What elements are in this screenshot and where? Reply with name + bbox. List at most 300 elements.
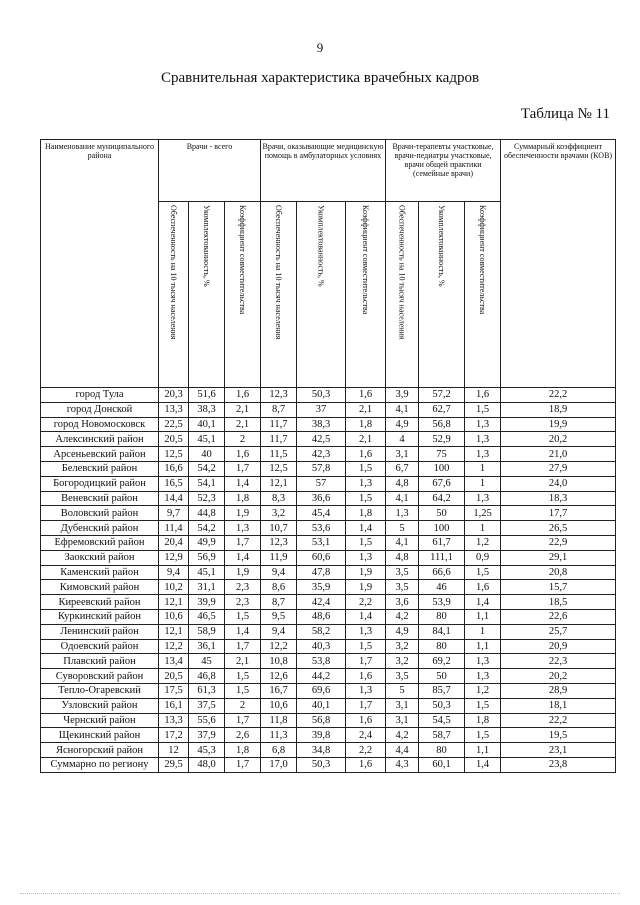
- value-cell: 1,8: [346, 417, 386, 432]
- district-name-cell: Тепло-Огаревский: [41, 683, 159, 698]
- value-cell: 22,3: [501, 654, 616, 669]
- value-cell: 53,1: [297, 535, 346, 550]
- value-cell: 11,8: [261, 713, 297, 728]
- value-cell: 1,3: [465, 491, 501, 506]
- value-cell: 6,8: [261, 743, 297, 758]
- value-cell: 1,5: [225, 669, 261, 684]
- table-row: [41, 683, 616, 698]
- value-cell: 1,6: [225, 388, 261, 403]
- value-cell: 54,1: [189, 476, 225, 491]
- value-cell: 2,4: [346, 728, 386, 743]
- value-cell: 2,1: [225, 417, 261, 432]
- district-name-cell: Одоевский район: [41, 639, 159, 654]
- value-cell: 100: [419, 521, 465, 536]
- value-cell: 1,8: [346, 506, 386, 521]
- value-cell: 29,1: [501, 550, 616, 565]
- value-cell: 16,1: [159, 698, 189, 713]
- value-cell: 20,8: [501, 565, 616, 580]
- district-name-cell: Куркинский район: [41, 609, 159, 624]
- value-cell: 1,3: [346, 624, 386, 639]
- table-row: [41, 491, 616, 506]
- value-cell: 12,9: [159, 550, 189, 565]
- value-cell: 12,2: [261, 639, 297, 654]
- value-cell: 48,6: [297, 609, 346, 624]
- value-cell: 56,8: [419, 417, 465, 432]
- value-cell: 111,1: [419, 550, 465, 565]
- value-cell: 16,5: [159, 476, 189, 491]
- value-cell: 9,4: [261, 565, 297, 580]
- value-cell: 1,7: [225, 461, 261, 476]
- value-cell: 10,8: [261, 654, 297, 669]
- value-cell: 60,6: [297, 550, 346, 565]
- table-row: [41, 713, 616, 728]
- value-cell: 1,3: [465, 417, 501, 432]
- value-cell: 4,9: [386, 417, 419, 432]
- header-all-staffing: Укомплектованность, %: [189, 202, 225, 388]
- value-cell: 9,4: [261, 624, 297, 639]
- value-cell: 3,1: [386, 447, 419, 462]
- value-cell: 18,1: [501, 698, 616, 713]
- value-cell: 3,5: [386, 669, 419, 684]
- value-cell: 18,5: [501, 595, 616, 610]
- district-name-cell: Киреевский район: [41, 595, 159, 610]
- value-cell: 1,7: [225, 535, 261, 550]
- value-cell: 9,5: [261, 609, 297, 624]
- value-cell: 13,4: [159, 654, 189, 669]
- header-ther-staffing: Укомплектованность, %: [419, 202, 465, 388]
- header-ther-supply: Обеспеченность на 10 тысяч населения: [386, 202, 419, 388]
- value-cell: 8,7: [261, 595, 297, 610]
- value-cell: 2,1: [346, 402, 386, 417]
- value-cell: 1,6: [346, 757, 386, 772]
- value-cell: 69,2: [419, 654, 465, 669]
- district-name-cell: Узловский район: [41, 698, 159, 713]
- value-cell: 1,5: [465, 402, 501, 417]
- value-cell: 1,3: [346, 683, 386, 698]
- value-cell: 1,5: [346, 461, 386, 476]
- table-row: [41, 698, 616, 713]
- value-cell: 1,4: [346, 521, 386, 536]
- value-cell: 3,2: [386, 654, 419, 669]
- value-cell: 1,7: [225, 639, 261, 654]
- table-row: [41, 388, 616, 403]
- value-cell: 19,9: [501, 417, 616, 432]
- table-body: [41, 388, 616, 773]
- district-name-cell: Алексинский район: [41, 432, 159, 447]
- value-cell: 1,3: [346, 476, 386, 491]
- value-cell: 2,1: [225, 402, 261, 417]
- value-cell: 44,8: [189, 506, 225, 521]
- value-cell: 12: [159, 743, 189, 758]
- table-row: [41, 757, 616, 772]
- value-cell: 3,9: [386, 388, 419, 403]
- value-cell: 20,5: [159, 432, 189, 447]
- district-name-cell: Ефремовский район: [41, 535, 159, 550]
- value-cell: 1,9: [225, 506, 261, 521]
- value-cell: 1,4: [225, 550, 261, 565]
- value-cell: 2: [225, 698, 261, 713]
- value-cell: 3,5: [386, 565, 419, 580]
- value-cell: 1: [465, 624, 501, 639]
- value-cell: 45,3: [189, 743, 225, 758]
- value-cell: 20,2: [501, 432, 616, 447]
- value-cell: 57: [297, 476, 346, 491]
- value-cell: 1,6: [346, 713, 386, 728]
- value-cell: 42,4: [297, 595, 346, 610]
- value-cell: 20,4: [159, 535, 189, 550]
- header-amb-supply: Обеспеченность на 10 тысяч населения: [261, 202, 297, 388]
- table-row: [41, 521, 616, 536]
- value-cell: 11,7: [261, 417, 297, 432]
- value-cell: 1,5: [465, 698, 501, 713]
- value-cell: 22,5: [159, 417, 189, 432]
- value-cell: 49,9: [189, 535, 225, 550]
- value-cell: 40: [189, 447, 225, 462]
- value-cell: 51,6: [189, 388, 225, 403]
- value-cell: 1,6: [465, 580, 501, 595]
- value-cell: 1,5: [346, 535, 386, 550]
- value-cell: 19,5: [501, 728, 616, 743]
- value-cell: 31,1: [189, 580, 225, 595]
- table-row: [41, 654, 616, 669]
- value-cell: 39,9: [189, 595, 225, 610]
- value-cell: 28,9: [501, 683, 616, 698]
- value-cell: 10,2: [159, 580, 189, 595]
- value-cell: 36,6: [297, 491, 346, 506]
- value-cell: 1,8: [225, 491, 261, 506]
- value-cell: 61,7: [419, 535, 465, 550]
- value-cell: 61,3: [189, 683, 225, 698]
- value-cell: 10,6: [159, 609, 189, 624]
- value-cell: 23,1: [501, 743, 616, 758]
- value-cell: 11,9: [261, 550, 297, 565]
- value-cell: 1,1: [465, 743, 501, 758]
- value-cell: 27,9: [501, 461, 616, 476]
- value-cell: 8,7: [261, 402, 297, 417]
- value-cell: 36,1: [189, 639, 225, 654]
- value-cell: 1,1: [465, 639, 501, 654]
- value-cell: 23,8: [501, 757, 616, 772]
- table-row: [41, 535, 616, 550]
- value-cell: 1,3: [386, 506, 419, 521]
- value-cell: 56,9: [189, 550, 225, 565]
- value-cell: 13,3: [159, 713, 189, 728]
- table-row: [41, 550, 616, 565]
- value-cell: 18,9: [501, 402, 616, 417]
- value-cell: 2,2: [346, 595, 386, 610]
- value-cell: 44,2: [297, 669, 346, 684]
- value-cell: 13,3: [159, 402, 189, 417]
- district-name-cell: Плавский район: [41, 654, 159, 669]
- value-cell: 15,7: [501, 580, 616, 595]
- value-cell: 4,2: [386, 728, 419, 743]
- value-cell: 12,1: [159, 595, 189, 610]
- value-cell: 4,8: [386, 476, 419, 491]
- header-group-therapists: Врачи-терапевты участковые, врачи-педиатры участковые, врачи общей практики (семейные врачи): [386, 140, 501, 202]
- district-name-cell: Арсеньевский район: [41, 447, 159, 462]
- value-cell: 45,4: [297, 506, 346, 521]
- district-name-cell: город Новомосковск: [41, 417, 159, 432]
- header-summary: Суммарный коэффициент обеспеченности врачами (КОВ): [501, 140, 616, 388]
- value-cell: 1,4: [465, 595, 501, 610]
- district-name-cell: Суммарно по региону: [41, 757, 159, 772]
- value-cell: 1,9: [346, 565, 386, 580]
- value-cell: 2,6: [225, 728, 261, 743]
- value-cell: 53,6: [297, 521, 346, 536]
- value-cell: 64,2: [419, 491, 465, 506]
- value-cell: 100: [419, 461, 465, 476]
- value-cell: 2,1: [346, 432, 386, 447]
- value-cell: 1,1: [465, 609, 501, 624]
- value-cell: 45,1: [189, 432, 225, 447]
- value-cell: 17,2: [159, 728, 189, 743]
- value-cell: 11,5: [261, 447, 297, 462]
- value-cell: 0,9: [465, 550, 501, 565]
- value-cell: 1,2: [465, 535, 501, 550]
- value-cell: 17,5: [159, 683, 189, 698]
- value-cell: 1,4: [346, 609, 386, 624]
- value-cell: 58,2: [297, 624, 346, 639]
- value-cell: 80: [419, 743, 465, 758]
- value-cell: 1,6: [346, 447, 386, 462]
- district-name-cell: Ленинский район: [41, 624, 159, 639]
- value-cell: 12,3: [261, 535, 297, 550]
- value-cell: 1,25: [465, 506, 501, 521]
- value-cell: 12,3: [261, 388, 297, 403]
- value-cell: 12,5: [261, 461, 297, 476]
- value-cell: 4,4: [386, 743, 419, 758]
- value-cell: 1,5: [465, 565, 501, 580]
- value-cell: 50: [419, 506, 465, 521]
- value-cell: 1,5: [465, 728, 501, 743]
- value-cell: 40,3: [297, 639, 346, 654]
- value-cell: 1,6: [346, 669, 386, 684]
- value-cell: 11,7: [261, 432, 297, 447]
- value-cell: 22,6: [501, 609, 616, 624]
- district-name-cell: Воловский район: [41, 506, 159, 521]
- value-cell: 1,3: [465, 432, 501, 447]
- value-cell: 3,6: [386, 595, 419, 610]
- table-row: [41, 743, 616, 758]
- value-cell: 45: [189, 654, 225, 669]
- value-cell: 17,7: [501, 506, 616, 521]
- value-cell: 54,2: [189, 521, 225, 536]
- value-cell: 18,3: [501, 491, 616, 506]
- header-group-ambulatory: Врачи, оказывающие медицинскую помощь в амбулаторных условиях: [261, 140, 386, 202]
- header-amb-coef: Коэффициент совместительства: [346, 202, 386, 388]
- value-cell: 84,1: [419, 624, 465, 639]
- value-cell: 4,3: [386, 757, 419, 772]
- value-cell: 1,3: [465, 447, 501, 462]
- district-name-cell: город Донской: [41, 402, 159, 417]
- value-cell: 42,3: [297, 447, 346, 462]
- value-cell: 14,4: [159, 491, 189, 506]
- value-cell: 1,5: [346, 639, 386, 654]
- value-cell: 10,7: [261, 521, 297, 536]
- value-cell: 4,2: [386, 609, 419, 624]
- value-cell: 1: [465, 476, 501, 491]
- table-row: [41, 669, 616, 684]
- header-district: Наименование муниципального района: [41, 140, 159, 388]
- value-cell: 8,3: [261, 491, 297, 506]
- value-cell: 57,2: [419, 388, 465, 403]
- value-cell: 40,1: [297, 698, 346, 713]
- value-cell: 1,4: [225, 476, 261, 491]
- value-cell: 1,3: [346, 550, 386, 565]
- page-title: Сравнительная характеристика врачебных кадров: [160, 70, 480, 86]
- value-cell: 1,4: [465, 757, 501, 772]
- district-name-cell: Дубенский район: [41, 521, 159, 536]
- value-cell: 69,6: [297, 683, 346, 698]
- value-cell: 35,9: [297, 580, 346, 595]
- value-cell: 54,5: [419, 713, 465, 728]
- value-cell: 1,8: [465, 713, 501, 728]
- value-cell: 3,1: [386, 713, 419, 728]
- value-cell: 45,1: [189, 565, 225, 580]
- table-row: [41, 565, 616, 580]
- value-cell: 1,4: [225, 624, 261, 639]
- value-cell: 11,4: [159, 521, 189, 536]
- value-cell: 5: [386, 521, 419, 536]
- table-row: [41, 402, 616, 417]
- header-ther-coef: Коэффициент совместительства: [465, 202, 501, 388]
- value-cell: 66,6: [419, 565, 465, 580]
- value-cell: 1,6: [225, 447, 261, 462]
- value-cell: 62,7: [419, 402, 465, 417]
- value-cell: 37: [297, 402, 346, 417]
- value-cell: 1,3: [465, 669, 501, 684]
- value-cell: 4,8: [386, 550, 419, 565]
- value-cell: 3,1: [386, 698, 419, 713]
- value-cell: 16,6: [159, 461, 189, 476]
- value-cell: 2,3: [225, 595, 261, 610]
- value-cell: 25,7: [501, 624, 616, 639]
- district-name-cell: Заокский район: [41, 550, 159, 565]
- table-row: [41, 461, 616, 476]
- value-cell: 1,3: [465, 654, 501, 669]
- value-cell: 9,4: [159, 565, 189, 580]
- value-cell: 1,5: [225, 609, 261, 624]
- value-cell: 1,8: [225, 743, 261, 758]
- page-number: 9: [316, 40, 324, 55]
- value-cell: 2,1: [225, 654, 261, 669]
- value-cell: 4,9: [386, 624, 419, 639]
- value-cell: 3,2: [261, 506, 297, 521]
- header-all-coef: Коэффициент совместительства: [225, 202, 261, 388]
- value-cell: 1,7: [225, 757, 261, 772]
- table-label: Таблица № 11: [520, 106, 610, 122]
- value-cell: 50: [419, 669, 465, 684]
- table-row: [41, 624, 616, 639]
- value-cell: 1: [465, 461, 501, 476]
- value-cell: 50,3: [297, 757, 346, 772]
- value-cell: 4,1: [386, 535, 419, 550]
- value-cell: 55,6: [189, 713, 225, 728]
- value-cell: 3,5: [386, 580, 419, 595]
- value-cell: 60,1: [419, 757, 465, 772]
- value-cell: 58,9: [189, 624, 225, 639]
- value-cell: 37,5: [189, 698, 225, 713]
- header-amb-staffing: Укомплектованность, %: [297, 202, 346, 388]
- value-cell: 22,2: [501, 388, 616, 403]
- value-cell: 67,6: [419, 476, 465, 491]
- value-cell: 1,7: [346, 654, 386, 669]
- table-row: [41, 447, 616, 462]
- district-name-cell: Кимовский район: [41, 580, 159, 595]
- value-cell: 58,7: [419, 728, 465, 743]
- district-name-cell: Богородицкий район: [41, 476, 159, 491]
- table-row: [41, 432, 616, 447]
- table-row: [41, 639, 616, 654]
- value-cell: 38,3: [189, 402, 225, 417]
- doctors-table: [40, 139, 616, 773]
- value-cell: 1,5: [346, 491, 386, 506]
- value-cell: 4: [386, 432, 419, 447]
- value-cell: 1,6: [346, 388, 386, 403]
- value-cell: 2,2: [346, 743, 386, 758]
- header-all-supply: Обеспеченность на 10 тысяч населения: [159, 202, 189, 388]
- value-cell: 46,5: [189, 609, 225, 624]
- value-cell: 1,9: [225, 565, 261, 580]
- district-name-cell: Ясногорский район: [41, 743, 159, 758]
- table-row: [41, 417, 616, 432]
- district-name-cell: город Тула: [41, 388, 159, 403]
- value-cell: 21,0: [501, 447, 616, 462]
- bottom-divider: [20, 893, 620, 894]
- value-cell: 1,2: [465, 683, 501, 698]
- value-cell: 20,9: [501, 639, 616, 654]
- value-cell: 2: [225, 432, 261, 447]
- value-cell: 1,6: [465, 388, 501, 403]
- value-cell: 80: [419, 639, 465, 654]
- table-row: [41, 595, 616, 610]
- table-row: [41, 506, 616, 521]
- district-name-cell: Суворовский район: [41, 669, 159, 684]
- value-cell: 20,2: [501, 669, 616, 684]
- value-cell: 52,9: [419, 432, 465, 447]
- value-cell: 46,8: [189, 669, 225, 684]
- value-cell: 50,3: [419, 698, 465, 713]
- district-name-cell: Щекинский район: [41, 728, 159, 743]
- value-cell: 20,5: [159, 669, 189, 684]
- value-cell: 8,6: [261, 580, 297, 595]
- value-cell: 1: [465, 521, 501, 536]
- value-cell: 38,3: [297, 417, 346, 432]
- value-cell: 37,9: [189, 728, 225, 743]
- value-cell: 29,5: [159, 757, 189, 772]
- value-cell: 39,8: [297, 728, 346, 743]
- value-cell: 1,3: [225, 521, 261, 536]
- table-row: [41, 476, 616, 491]
- table-row: [41, 609, 616, 624]
- value-cell: 3,2: [386, 639, 419, 654]
- value-cell: 9,7: [159, 506, 189, 521]
- header-group-all: Врачи - всего: [159, 140, 261, 202]
- table-row: [41, 728, 616, 743]
- value-cell: 52,3: [189, 491, 225, 506]
- value-cell: 22,2: [501, 713, 616, 728]
- value-cell: 24,0: [501, 476, 616, 491]
- value-cell: 34,8: [297, 743, 346, 758]
- table-row: [41, 580, 616, 595]
- value-cell: 12,2: [159, 639, 189, 654]
- value-cell: 42,5: [297, 432, 346, 447]
- value-cell: 12,1: [261, 476, 297, 491]
- value-cell: 17,0: [261, 757, 297, 772]
- district-name-cell: Веневский район: [41, 491, 159, 506]
- value-cell: 6,7: [386, 461, 419, 476]
- value-cell: 4,1: [386, 491, 419, 506]
